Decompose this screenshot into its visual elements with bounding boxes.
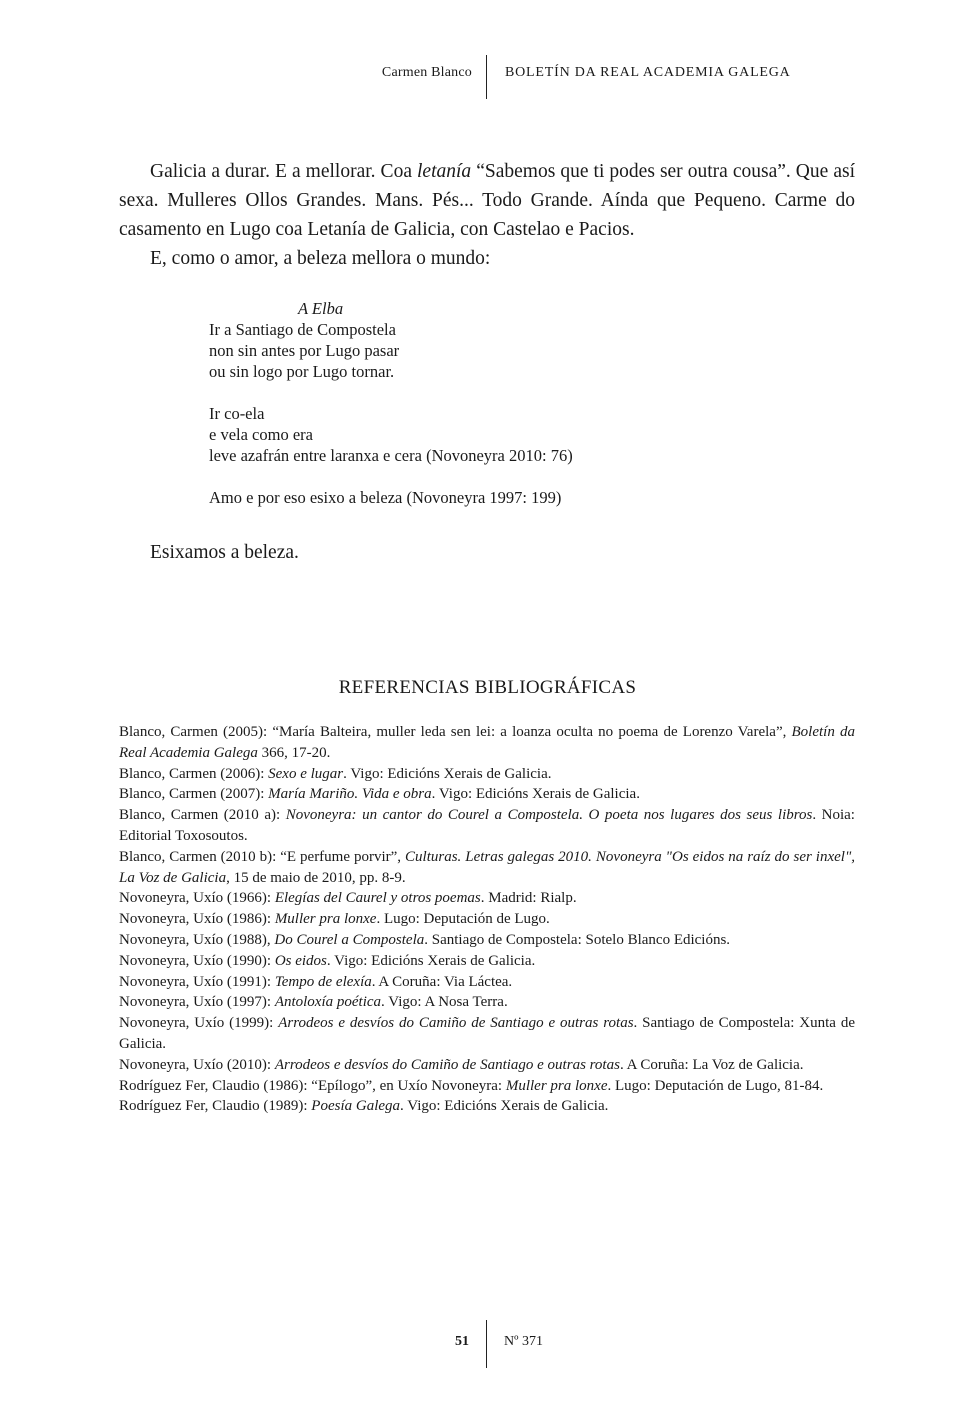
poem-title: A Elba (298, 299, 344, 318)
paragraph-galicia: Galicia a durar. E a mellorar. Coa letanía “Sabemos que ti podes ser outra cousa”. Que así sexa. Mulleres Ollos Grandes. Mans. Pés... Todo Grande. Aínda que Pequeno. Carme do casamento en Lugo coa Letanía de Galicia, con Castelao e Pacios. (119, 161, 855, 240)
poem-stanza-2 (209, 403, 769, 466)
reference-entry: Novoneyra, Uxío (1999): Arrodeos e desvíos do Camiño de Santiago e outras rotas. Santiago de Compostela: Xunta de Galicia. (119, 1015, 855, 1052)
closing-line: Esixamos a beleza. (150, 542, 299, 563)
reference-title: Culturas. Letras galegas 2010. Novoneyra "Os eidos na raíz do ser inxel", La Voz de Galicia (119, 848, 855, 886)
reference-title: Antoloxía poética (274, 994, 382, 1011)
references-heading: REFERENCIAS BIBLIOGRÁFICAS (338, 677, 637, 698)
header-author: Carmen Blanco (381, 65, 472, 80)
poem-quote (209, 298, 769, 529)
poem-line: Ir co-ela (209, 404, 265, 423)
reference-entry: Blanco, Carmen (2005): “María Balteira, muller leda sen lei: a loanza oculta no poema de Lorenzo Varela”, Boletín da Real Academia Galega 366, 17-20. (119, 724, 855, 761)
paragraph-amor: E, como o amor, a beleza mellora o mundo: (150, 248, 491, 269)
reference-entry: Blanco, Carmen (2006): Sexo e lugar. Vigo: Edicións Xerais de Galicia. (119, 765, 552, 782)
page-footer (0, 1320, 975, 1368)
reference-title: Arrodeos e desvíos do Camiño de Santiago e outras rotas (274, 1056, 620, 1073)
reference-title: Tempo de elexía (274, 973, 372, 990)
page-number: 51 (455, 1334, 469, 1349)
reference-title: Os eidos (274, 952, 327, 969)
reference-entry: Blanco, Carmen (2007): María Mariño. Vida e obra. Vigo: Edicións Xerais de Galicia. (119, 786, 640, 803)
reference-entry: Novoneyra, Uxío (2010): Arrodeos e desvíos do Camiño de Santiago e outras rotas. A Coruña: La Voz de Galicia. (119, 1056, 804, 1073)
header-divider (486, 55, 487, 99)
reference-entry: Novoneyra, Uxío (1986): Muller pra lonxe. Lugo: Deputación de Lugo. (119, 911, 550, 928)
poem-line: ou sin logo por Lugo tornar. (209, 362, 395, 381)
header-journal-title: BOLETÍN DA REAL ACADEMIA GALEGA (505, 65, 791, 80)
poem-stanza-3 (209, 487, 769, 508)
body-text (119, 157, 855, 273)
reference-title: Arrodeos e desvíos do Camiño de Santiago e outras rotas (278, 1015, 634, 1032)
reference-entry: Novoneyra, Uxío (1991): Tempo de elexía. A Coruña: Via Láctea. (119, 973, 513, 990)
reference-title: Boletín da Real Academia Galega (119, 724, 855, 761)
reference-entry: Novoneyra, Uxío (1997): Antoloxía poética. Vigo: A Nosa Terra. (119, 994, 508, 1011)
footer-divider (486, 1320, 487, 1368)
reference-title: Novoneyra: un cantor do Courel a Compostela. O poeta nos lugares dos seus libros (285, 807, 813, 824)
reference-title: Elegías del Caurel y otros poemas (274, 890, 481, 907)
references-list (119, 722, 855, 1117)
poem-line: leve azafrán entre laranxa e cera (Novoneyra 2010: 76) (209, 446, 573, 465)
letania-emphasis: letanía (417, 161, 472, 182)
reference-title: Muller pra lonxe (274, 911, 377, 928)
poem-stanza-1 (209, 319, 769, 382)
reference-entry: Rodríguez Fer, Claudio (1989): Poesía Galega. Vigo: Edicións Xerais de Galicia. (119, 1098, 609, 1115)
reference-entry: Novoneyra, Uxío (1990): Os eidos. Vigo: Edicións Xerais de Galicia. (119, 952, 536, 969)
poem-line: Ir a Santiago de Compostela (209, 320, 396, 339)
reference-title: Do Courel a Compostela (274, 931, 425, 948)
reference-title: Poesía Galega (311, 1098, 401, 1115)
poem-line: non sin antes por Lugo pasar (209, 341, 400, 360)
reference-entry: Blanco, Carmen (2010 a): Novoneyra: un cantor do Courel a Compostela. O poeta nos lugares dos seus libros. Noia: Editorial Toxosoutos. (119, 807, 855, 844)
reference-entry: Blanco, Carmen (2010 b): “E perfume porvir”, Culturas. Letras galegas 2010. Novoneyra "Os eidos na raíz do ser inxel", La Voz de Galicia, 15 de maio de 2010, pp. 8-9. (119, 848, 855, 886)
poem-line: e vela como era (209, 425, 313, 444)
reference-title: Muller pra lonxe (505, 1077, 608, 1094)
reference-title: María Mariño. Vida e obra (268, 786, 432, 803)
reference-entry: Novoneyra, Uxío (1988), Do Courel a Compostela. Santiago de Compostela: Sotelo Blanco Edicións. (119, 931, 731, 948)
poem-line: Amo e por eso esixo a beleza (Novoneyra 1997: 199) (209, 488, 562, 507)
reference-entry: Novoneyra, Uxío (1966): Elegías del Caurel y otros poemas. Madrid: Rialp. (119, 890, 577, 907)
reference-title: Sexo e lugar (268, 765, 344, 782)
running-header (0, 55, 975, 99)
reference-entry: Rodríguez Fer, Claudio (1986): “Epílogo”, en Uxío Novoneyra: Muller pra lonxe. Lugo: Deputación de Lugo, 81-84. (119, 1077, 824, 1094)
issue-number: Nº 371 (504, 1334, 543, 1349)
